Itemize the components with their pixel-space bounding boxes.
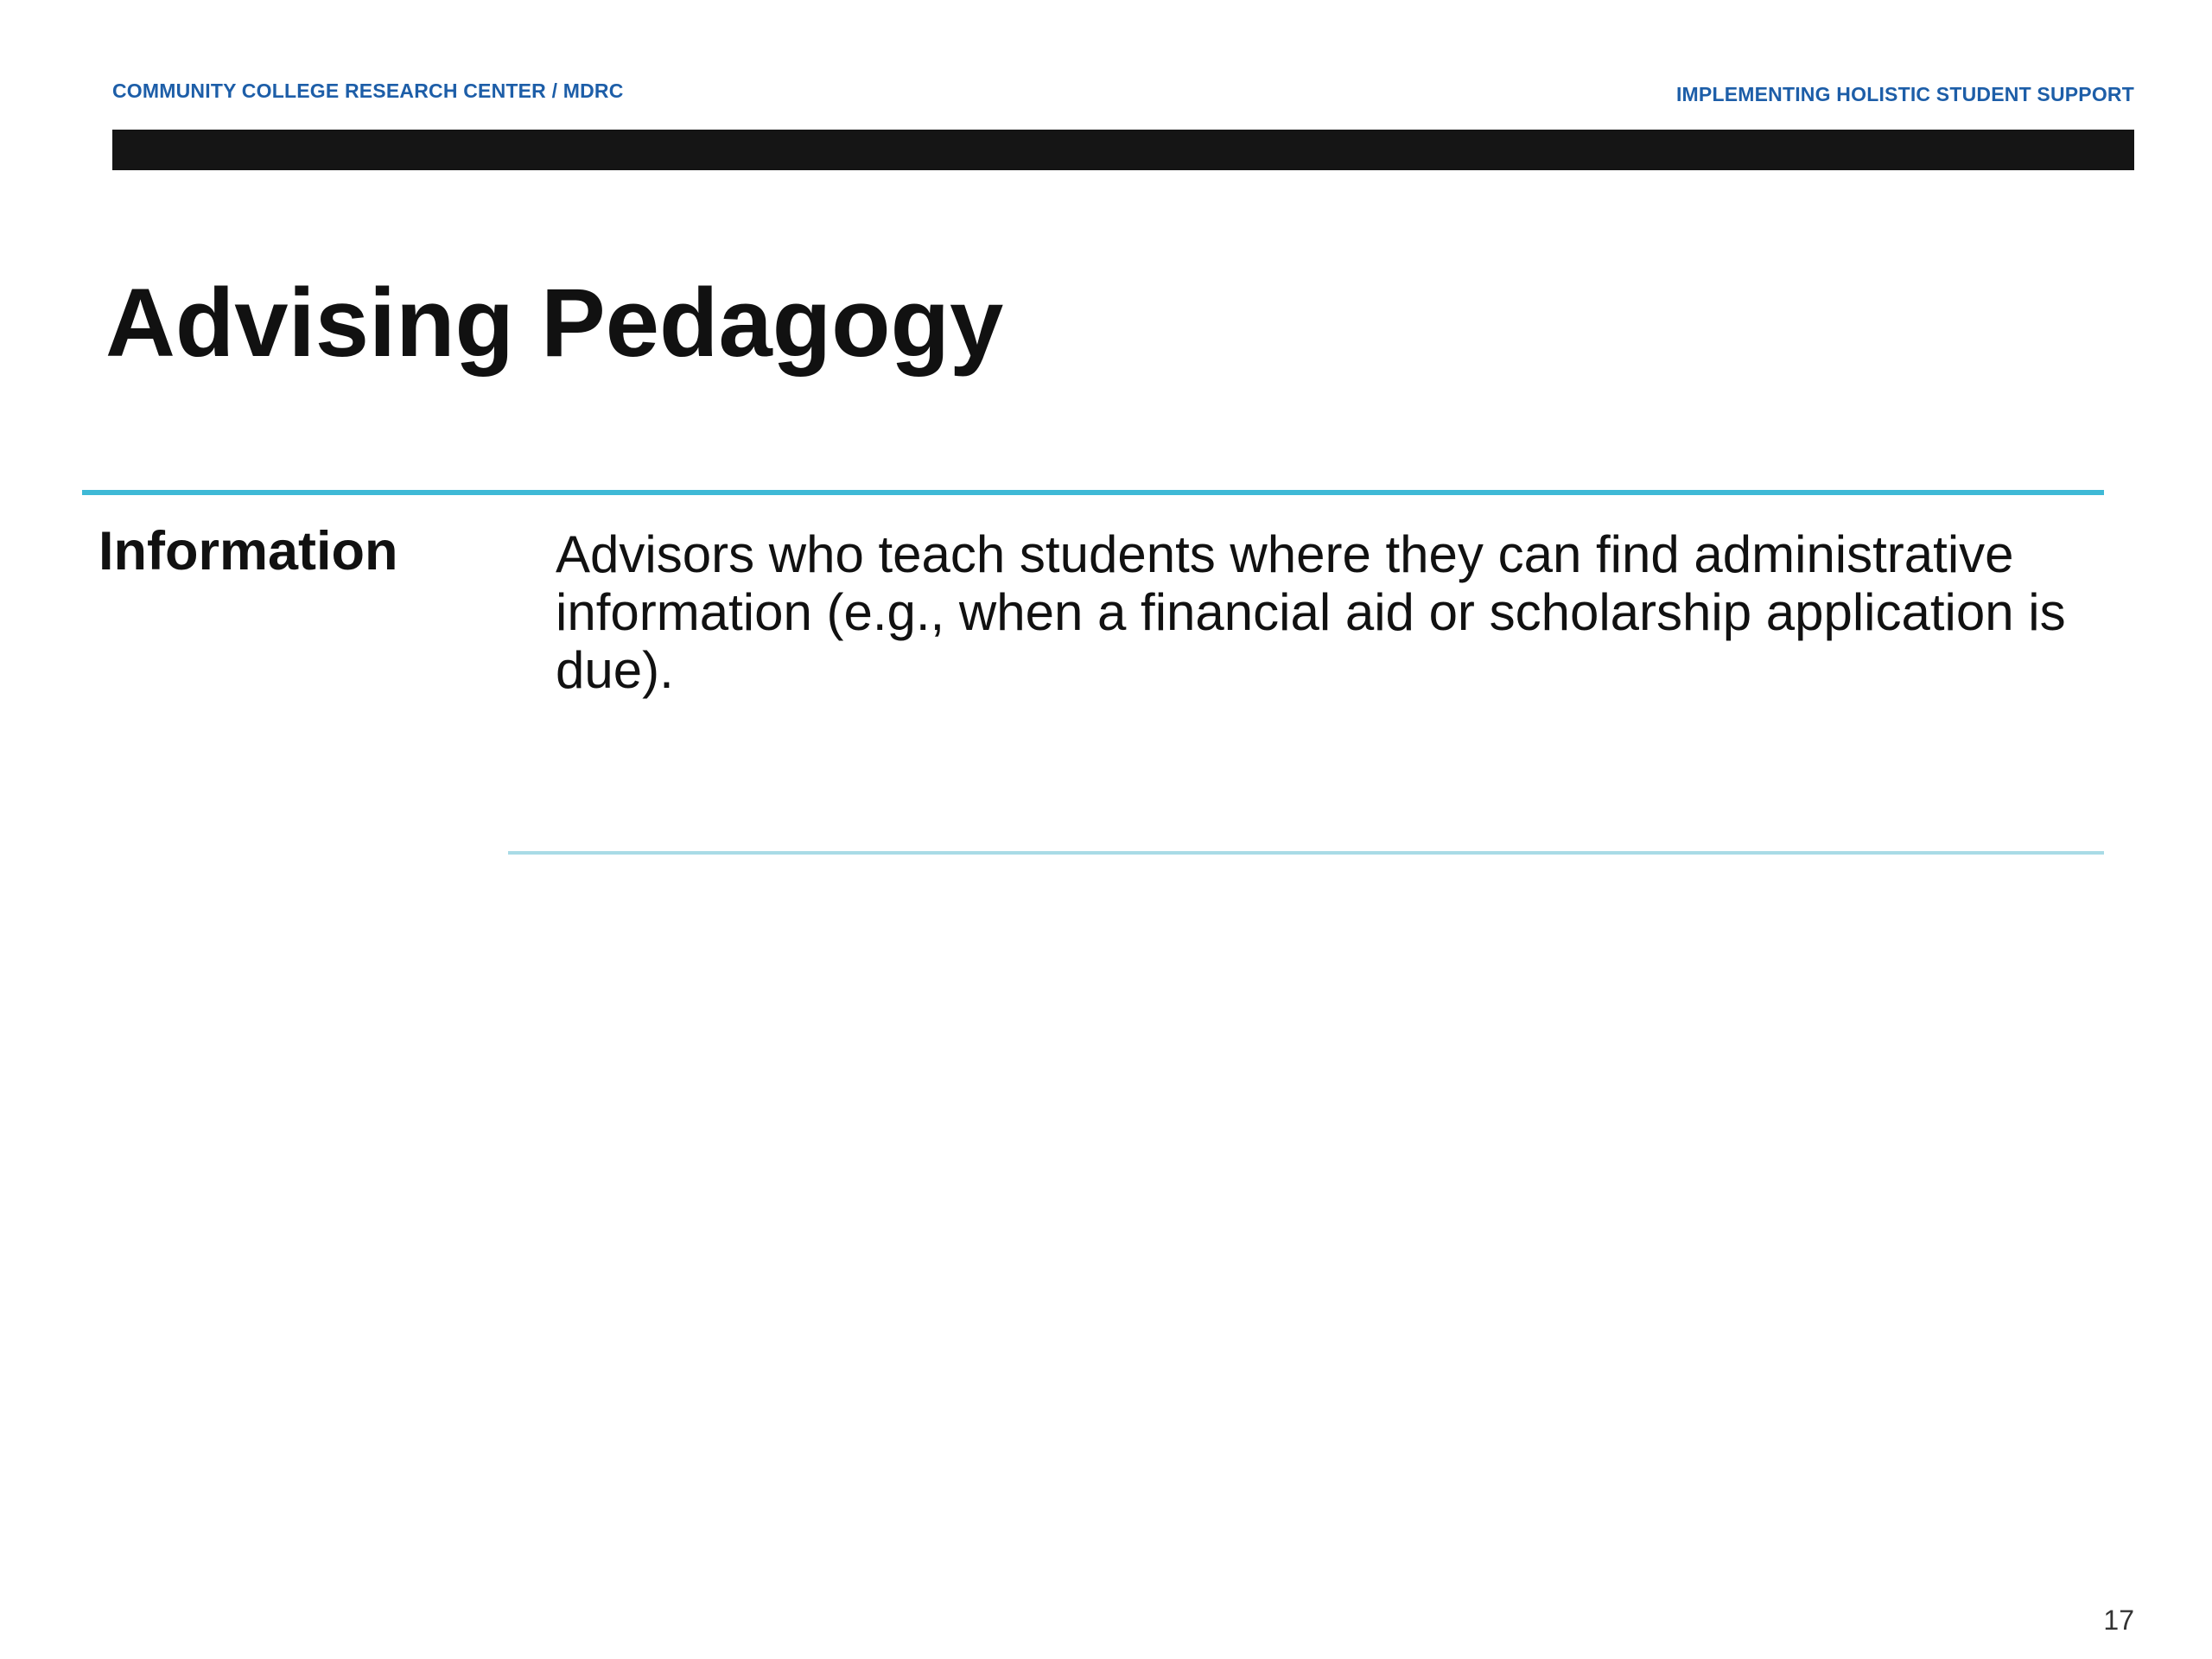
header-report-title: IMPLEMENTING HOLISTIC STUDENT SUPPORT: [1675, 83, 2134, 105]
header-bar: [112, 130, 2134, 170]
section-divider-top: [82, 490, 2104, 495]
section-divider-bottom: [508, 851, 2104, 855]
term-description: Advisors who teach students where they can find administrative information (e.g., when a financial aid or scholarship application is due).: [556, 525, 2066, 699]
header-organization: COMMUNITY COLLEGE RESEARCH CENTER / MDRC: [112, 79, 624, 102]
page-title: Advising Pedagogy: [105, 269, 1004, 377]
page-number: 17: [2103, 1605, 2134, 1636]
term-label: Information: [99, 521, 398, 582]
